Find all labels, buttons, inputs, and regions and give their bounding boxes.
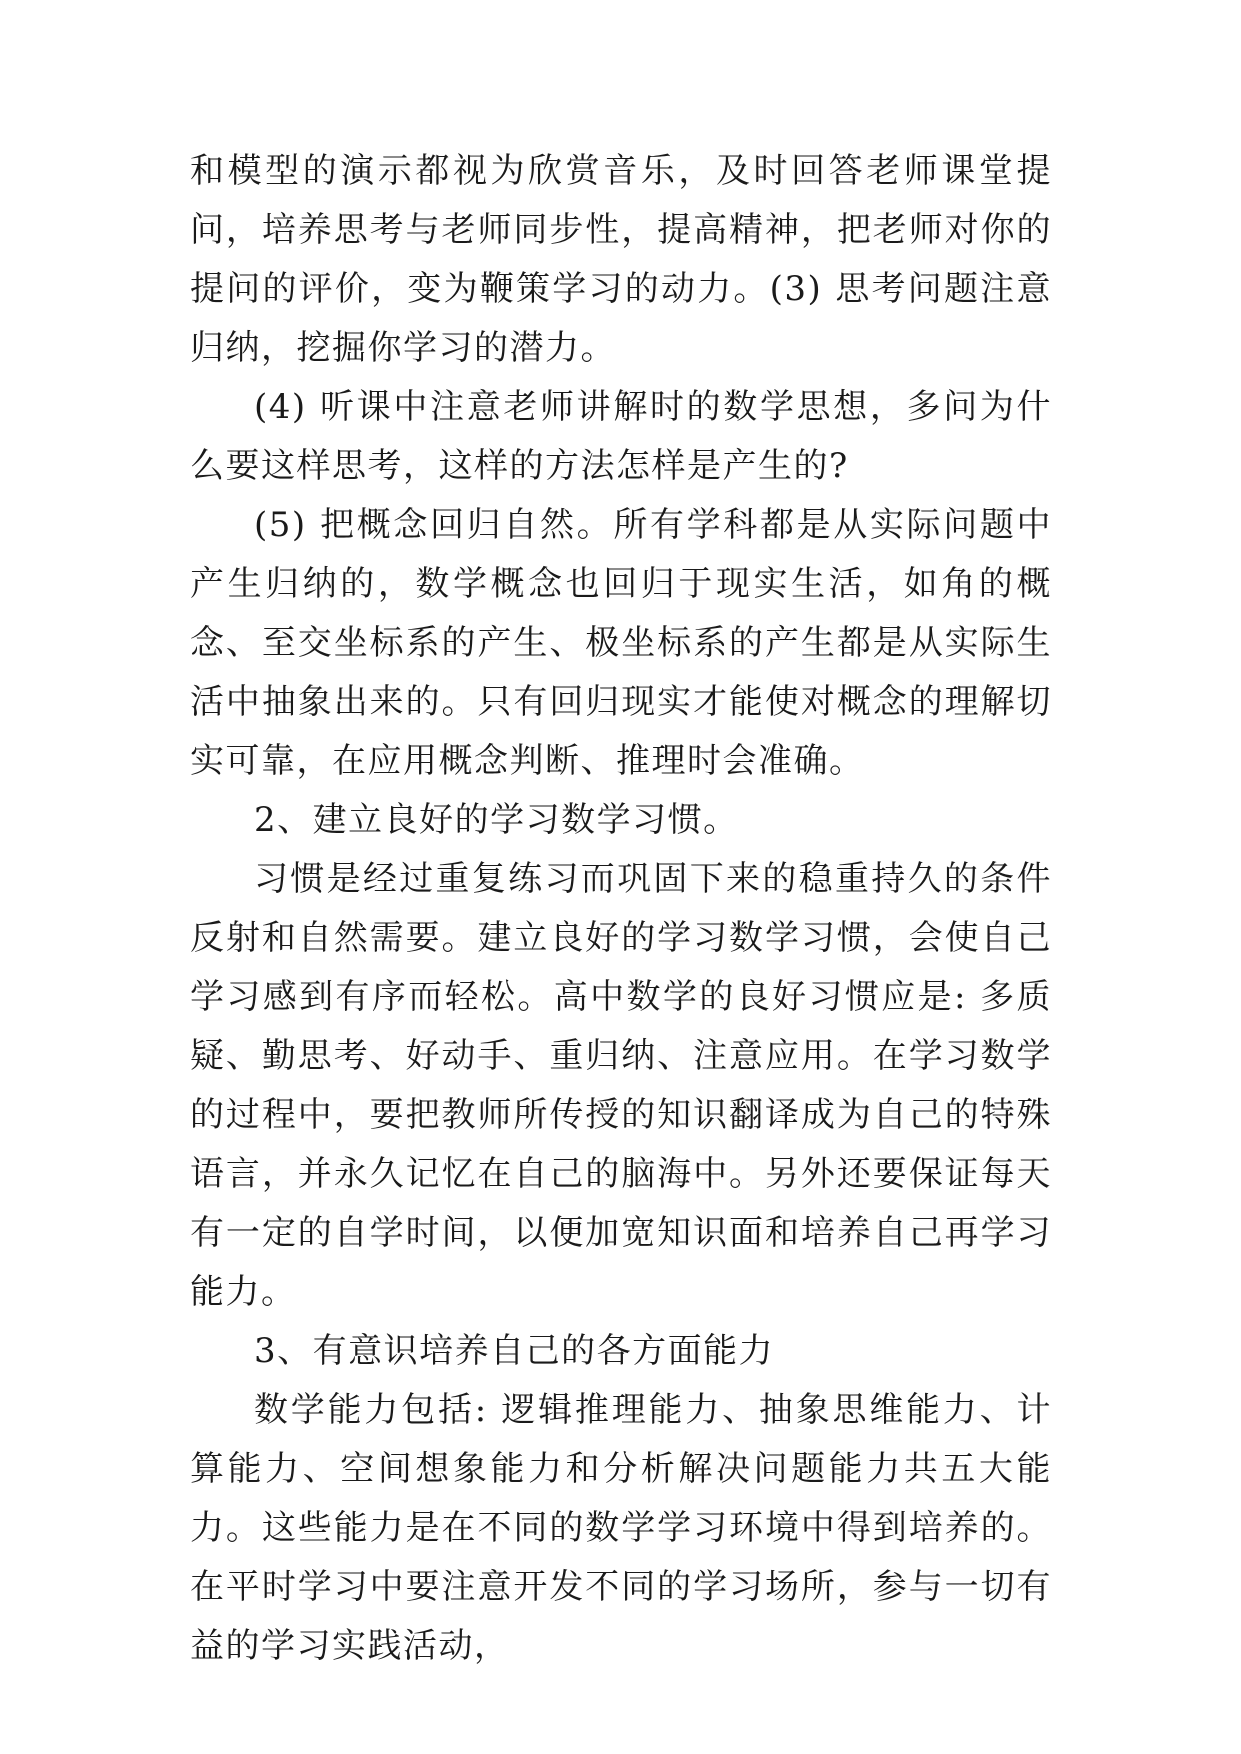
paragraph: 数学能力包括: 逻辑推理能力、抽象思维能力、计算能力、空间想象能力和分析解决问题能力共五大能力。这些能力是在不同的数学学习环境中得到培养的。在平时学习中要注意开发不同的学习场所，参与一切有益的学习实践活动，: [190, 1390, 1052, 1666]
section-heading: 2、建立良好的学习数学习惯。: [254, 800, 739, 840]
paragraph: 习惯是经过重复练习而巩固下来的稳重持久的条件反射和自然需要。建立良好的学习数学习惯，会使自己学习感到有序而轻松。高中数学的良好习惯应是: 多质疑、勤思考、好动手、重归纳、注意应用。在学习数学的过程中，要把教师所传授的知识翻译成为自己的特殊语言，并永久记忆在自己的脑海中。另外还要保证每天有一定的自学时间，以便加宽知识面和培养自己再学习能力。: [190, 859, 1052, 1312]
document-page: [190, 142, 1052, 1676]
paragraph: (5) 把概念回归自然。所有学科都是从实际问题中产生归纳的，数学概念也回归于现实生活，如角的概念、至交坐标系的产生、极坐标系的产生都是从实际生活中抽象出来的。只有回归现实才能使对概念的理解切实可靠，在应用概念判断、推理时会准确。: [190, 505, 1052, 781]
paragraph: (4) 听课中注意老师讲解时的数学思想，多问为什么要这样思考，这样的方法怎样是产生的?: [190, 387, 1052, 486]
paragraph: 和模型的演示都视为欣赏音乐，及时回答老师课堂提问，培养思考与老师同步性，提高精神，把老师对你的提问的评价，变为鞭策学习的动力。(3) 思考问题注意归纳，挖掘你学习的潜力。: [190, 151, 1052, 368]
section-heading: 3、有意识培养自己的各方面能力: [254, 1331, 775, 1371]
